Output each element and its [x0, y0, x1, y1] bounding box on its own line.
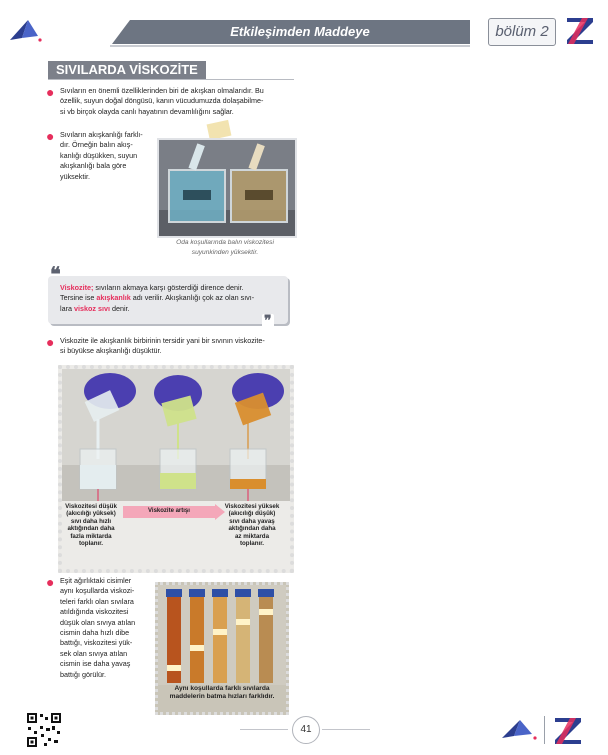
paragraph-1 [60, 86, 300, 117]
footer-logo-icon [500, 718, 538, 742]
label-line: az miktarda [234, 532, 270, 540]
open-quote-icon: ❝ [50, 262, 61, 286]
label-line: sıvı daha yavaş [229, 517, 275, 525]
header-divider [110, 45, 470, 47]
label-line: sıvı daha hızlı [70, 517, 112, 525]
paragraph-5 [60, 576, 152, 680]
label-line: (akıcılığı düşük) [228, 510, 276, 518]
text-line: battığı görülür. [60, 669, 106, 679]
text-line: sek olan sıvıya atılan [60, 648, 128, 658]
definition-line-1 [60, 283, 282, 293]
term-viskoz-sivi: viskoz sıvı [73, 303, 110, 313]
text-line: Eşit ağırlıktaki cisimler [60, 576, 132, 585]
footer-divider [544, 716, 545, 744]
text-line: dır. Örneğin balın akış- [60, 140, 133, 150]
bullet-icon: ● [46, 128, 55, 144]
text-line: battığı, viskozitesi yük- [60, 638, 133, 648]
section-title-underline [48, 79, 294, 80]
text-line: si vb birçok olayda canlı hayatının devamlılığını sağlar. [60, 106, 234, 116]
caption-line: Oda koşullarında balın viskozitesi [176, 239, 274, 246]
section-badge: bölüm 2 [488, 18, 556, 46]
footer-rule-right [322, 729, 370, 730]
high-viscosity-label [218, 503, 286, 547]
viscosity-increase-label: Viskozite artışı [148, 508, 190, 514]
text-span: lara [60, 303, 74, 313]
footer-brand-z-icon [552, 714, 584, 746]
text-line: si büyükse akışkanlığı düşüktür. [60, 346, 162, 356]
text-line: atıldığında viskozitesi [60, 607, 129, 617]
footer-rule-left [240, 729, 288, 730]
text-line: cismin daha hızlı dibe [60, 628, 130, 638]
definition-line-3 [60, 304, 282, 314]
text-line: düşük olan sıvıya atılan [60, 617, 136, 627]
text-span: adı verilir. Akışkanlığı çok az olan sıvı- [130, 293, 255, 303]
water-honey-photo [157, 138, 297, 238]
photo-1-caption [150, 238, 300, 258]
brand-z-icon [564, 14, 596, 46]
label-line: toplanır. [78, 540, 104, 548]
term-akiskanlik: akışkanlık [96, 293, 131, 303]
bullet-icon: ● [46, 334, 55, 350]
qr-code-icon[interactable] [26, 712, 62, 748]
label-line: Viskozitesi yüksek [224, 503, 280, 510]
low-viscosity-label [60, 503, 122, 547]
label-line: (akıcılığı yüksek) [66, 510, 116, 518]
close-quote-icon: ❞ [264, 313, 272, 329]
text-line: teleri farklı olan sıvılara [60, 596, 134, 606]
label-line: toplanır. [239, 540, 265, 548]
text-line: Sıvıların akışkanlığı farklı- [60, 130, 143, 139]
section-title: SIVILARDA VİSKOZİTE [48, 61, 206, 79]
label-line: aktığından daha [67, 525, 115, 533]
text-span: denir. [109, 303, 130, 313]
paragraph-4 [60, 336, 300, 357]
text-line: cismin ise daha yavaş [60, 659, 131, 669]
text-line: Sıvıların en önemli özelliklerinden biri de akışkan olmalarıdır. Bu [60, 86, 264, 95]
page-number: 41 [292, 716, 320, 744]
label-line: aktığından daha [228, 525, 276, 533]
text-line: özellik, suyun doğal döngüsü, kanın vücudumuzda dolaşabilme- [60, 96, 264, 106]
label-line: Viskozitesi düşük [65, 503, 117, 510]
label-line: fazla miktarda [70, 532, 112, 540]
paragraph-2 [60, 130, 152, 182]
definition-line-2 [60, 293, 282, 303]
bullet-icon: ● [46, 574, 55, 590]
text-line: kanlığı düşükken, suyun [60, 150, 138, 160]
caption-line: suyunkinden yüksektir. [191, 249, 259, 256]
bullet-icon: ● [46, 84, 55, 100]
text-span: Tersine ise [60, 293, 97, 303]
text-line: Viskozite ile akışkanlık birbirinin tersidir yani bir sıvının viskozite- [60, 336, 265, 345]
header-title: Etkileşimden Maddeye [230, 24, 370, 39]
text-line: aynı koşullarda viskozi- [60, 586, 135, 596]
text-line: akışkanlığı bala göre [60, 161, 127, 171]
header-logo-icon [8, 16, 42, 44]
caption-line: maddelerin batma hızları farklıdır. [169, 693, 275, 701]
text-line: yüksektir. [60, 171, 90, 181]
caption-line: Aynı koşullarda farklı sıvılarda [174, 685, 270, 692]
term-viskozite: Viskozite; [60, 283, 94, 292]
photo-3-caption [152, 685, 292, 702]
text-span: sıvıların akmaya karşı gösterdiği dirence denir. [93, 283, 244, 292]
definition-text [60, 283, 282, 314]
